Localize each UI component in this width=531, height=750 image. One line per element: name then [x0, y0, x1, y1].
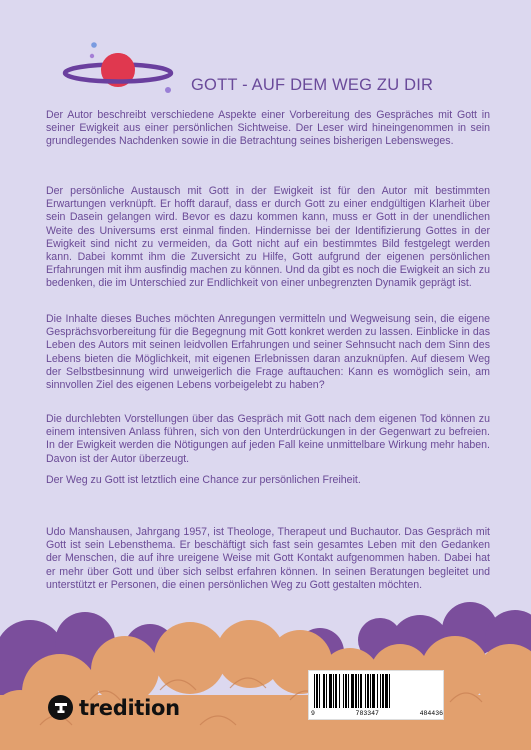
- planet-top: [101, 53, 135, 70]
- blurb-paragraph-4: Die durchlebten Vorstellungen über das Gespräch mit Gott nach dem eigenen Tod können zu einem intensiven Anlass führen, sich von den Unterdrückungen in der Gegenwart zu befreien. In der Ewigkeit werden die Nötigungen auf jeden Fall keine unmittelbare Wirkung mehr haben. Davon ist der Autor überzeugt.: [46, 413, 490, 465]
- author-bio: Udo Manshausen, Jahrgang 1957, ist Theologe, Therapeut und Buchautor. Das Gespräch mit Gott ist sein Lebensthema. Er beschäftigt sich fast sein gesamtes Leben mit den Gedanken der Menschen, die auf ihre ureigene Weise mit Gott Kontakt aufgenommen haben. Dabei hat er mehr über Gott und über sich selbst erfahren können. In seinen Beratungen begleitet und unterstützt er Personen, die einen persönlichen Weg zu Gott gestalten möchten.: [46, 526, 490, 591]
- dot-icon: [91, 42, 97, 48]
- tredition-icon: [48, 695, 73, 720]
- dot-icon: [165, 87, 171, 93]
- publisher-name: tredition: [79, 695, 180, 720]
- publisher-logo: [48, 695, 180, 720]
- blurb-paragraph-3: Die Inhalte dieses Buches möchten Anregungen vermitteln und Wegweisung sein, die eigene Gesprächsvorbereitung für die Begegnung mit Gott konkret werden zu lassen. Einblicke in das Leben des Autors mit seinen leidvollen Erfahrungen und seiner Sehnsucht nach dem Sinn des Lebens bieten die Möglichkeit, mit eigenen Erlebnissen daran anzuknüpfen. Auf diesem Weg der Selbstbesinnung wird unweigerlich die Frage auftauchen: Kann es womöglich sein, am sinnvollen Ziel des eigenen Lebens vorbeigelebt zu haben?: [46, 313, 490, 392]
- isbn-digits: [311, 710, 443, 717]
- blurb-paragraph-2: Der persönliche Austausch mit Gott in der Ewigkeit ist für den Autor mit bestimmten Erwartungen verknüpft. Er hofft darauf, dass er durch Gott zu einer endgültigen Klarheit über sein Dasein gelangen wird. Bevor es dazu kommen kann, muss er Gott in der unendlichen Weite des Universums erst einmal finden. Hindernisse bei der Identifizierung Gottes in der Ewigkeit sind nicht zu vermeiden, da Gott nicht auf ein bestimmtes Bild festgelegt werden kann. Dabei kommt ihm die Zuversicht zu Hilfe, Gott aufgrund der eigenen persönlichen Erfahrungen mit ihm ausfindig machen zu können. Und da gibt es noch die Ewigkeit an sich zu bedenken, die im Unterschied zur Endlichkeit von einer unbegrenzten Dynamik geprägt ist.: [46, 185, 490, 290]
- blurb-paragraph-1: Der Autor beschreibt verschiedene Aspekte einer Vorbereitung des Gespräches mit Gott in seiner Ewigkeit aus einer persönlichen Sichtweise. Der Leser wird hineingenommen in sein grundlegendes Nachdenken sowie in die Betrachtung seines bisherigen Lebensweges.: [46, 109, 490, 148]
- isbn-digit-group: 484436: [419, 710, 443, 717]
- blurb-paragraph-5: Der Weg zu Gott ist letztlich eine Chance zur persönlichen Freiheit.: [46, 474, 361, 486]
- cloud-illustration: [0, 600, 531, 750]
- isbn-barcode: [308, 670, 444, 720]
- isbn-digit-group: 783347: [355, 710, 379, 717]
- book-title: GOTT - AUF DEM WEG ZU DIR: [191, 76, 434, 94]
- isbn-digit-group: 9: [311, 710, 315, 717]
- dot-icon: [90, 54, 94, 58]
- planet-illustration: [58, 38, 178, 98]
- barcode-bars: [312, 674, 442, 708]
